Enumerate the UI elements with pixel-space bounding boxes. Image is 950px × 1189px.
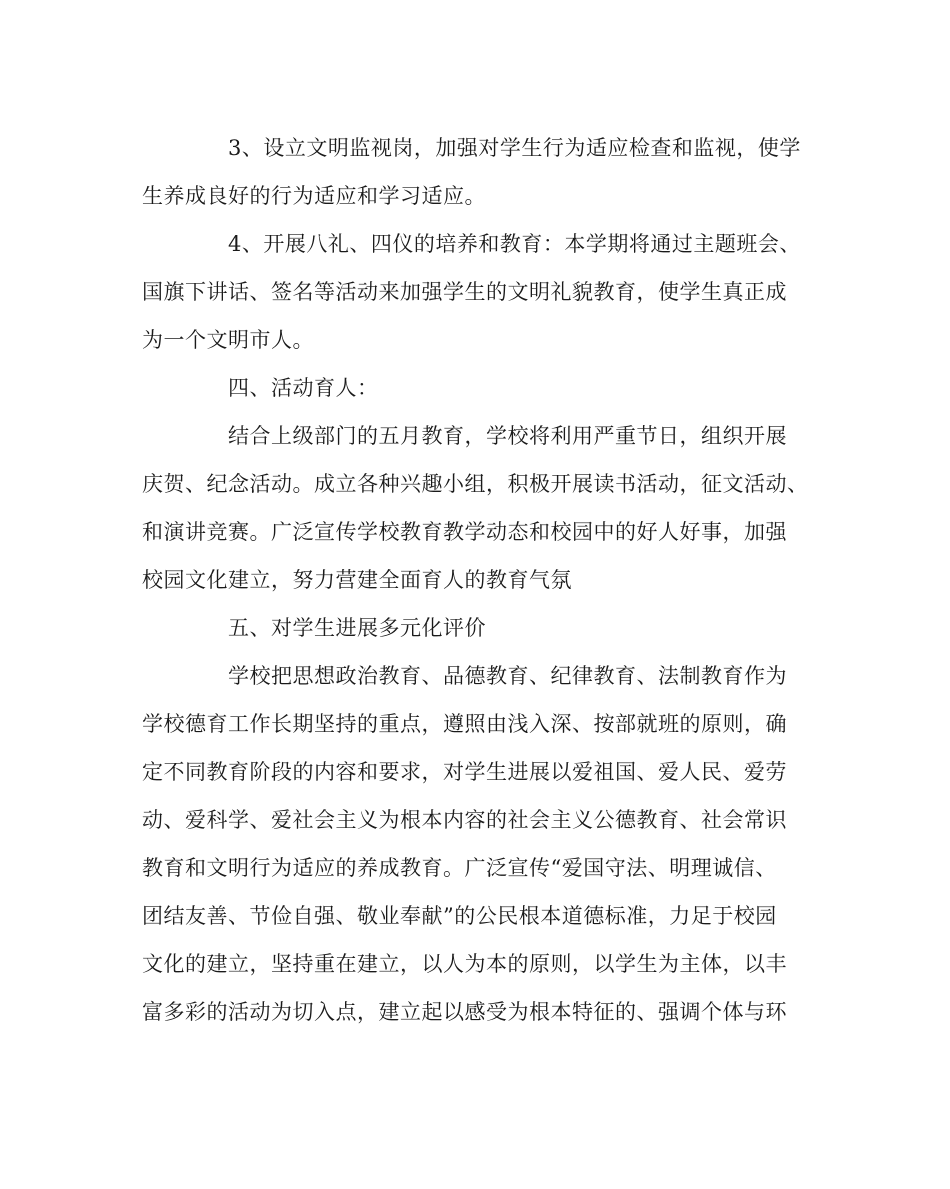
paragraph-evaluation-line-2: 学校德育工作长期坚持的重点，遵照由浅入深、按部就班的原则，确 bbox=[142, 712, 787, 736]
paragraph-evaluation-line-1: 学校把思想政治教育、品德教育、纪律教育、法制教育作为 bbox=[228, 664, 787, 688]
paragraph-item-4-line-3: 为一个文明市人。 bbox=[142, 328, 314, 352]
paragraph-item-3-line-1: 3、设立文明监视岗，加强对学生行为适应检查和监视，使学 bbox=[228, 136, 801, 160]
paragraph-item-3-line-2: 生养成良好的行为适应和学习适应。 bbox=[142, 184, 486, 208]
paragraph-activities-line-4: 校园文化建立，努力营建全面育人的教育气氛 bbox=[142, 568, 572, 592]
paragraph-activities-line-2: 庆贺、纪念活动。成立各种兴趣小组，积极开展读书活动，征文活动、 bbox=[142, 472, 809, 496]
paragraph-evaluation-line-7: 文化的建立，坚持重在建立，以人为本的原则，以学生为主体，以丰 bbox=[142, 952, 787, 976]
paragraph-item-4-line-2: 国旗下讲话、签名等活动来加强学生的文明礼貌教育，使学生真正成 bbox=[142, 280, 787, 304]
paragraph-evaluation-line-5: 教育和文明行为适应的养成教育。广泛宣传“爱国守法、明理诚信、 bbox=[142, 856, 777, 880]
section-heading-5: 五、对学生进展多元化评价 bbox=[228, 616, 486, 640]
paragraph-evaluation-line-8: 富多彩的活动为切入点，建立起以感受为根本特征的、强调个体与环 bbox=[142, 1000, 787, 1024]
paragraph-activities-line-3: 和演讲竞赛。广泛宣传学校教育教学动态和校园中的好人好事，加强 bbox=[142, 520, 787, 544]
paragraph-evaluation-line-4: 动、爱科学、爱社会主义为根本内容的社会主义公德教育、社会常识 bbox=[142, 808, 787, 832]
document-body bbox=[142, 124, 812, 1036]
paragraph-evaluation-line-3: 定不同教育阶段的内容和要求，对学生进展以爱祖国、爱人民、爱劳 bbox=[142, 760, 787, 784]
paragraph-activities-line-1: 结合上级部门的五月教育，学校将利用严重节日，组织开展 bbox=[228, 424, 787, 448]
section-heading-4: 四、活动育人： bbox=[228, 376, 379, 400]
paragraph-item-4-line-1: 4、开展八礼、四仪的培养和教育：本学期将通过主题班会、 bbox=[228, 232, 801, 256]
paragraph-evaluation-line-6: 团结友善、节俭自强、敬业奉献”的公民根本道德标准，力足于校园 bbox=[142, 904, 777, 928]
